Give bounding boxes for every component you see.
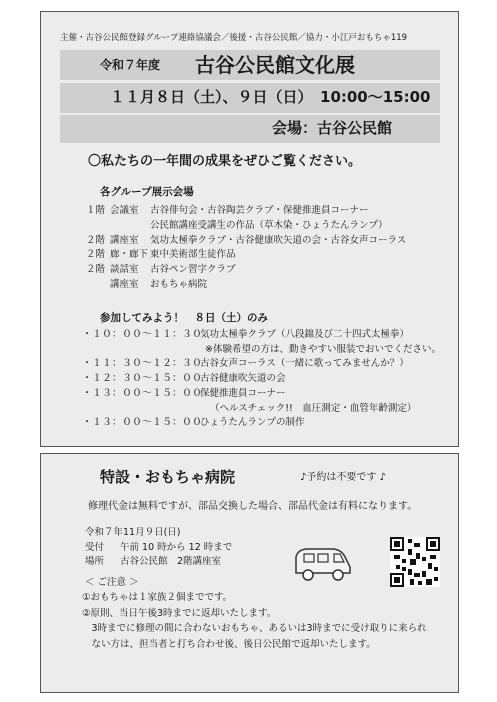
caution-item: ①おもちゃは１家族２個までです。 (82, 592, 233, 603)
no-reservation-note: ♪予約は不要です ♪ (300, 472, 386, 483)
exhibit-room: 廊・廊下 (110, 249, 149, 261)
participation-desc: 気功太極拳クラブ（八段錦及び二十四式太極拳） (200, 329, 410, 340)
exhibit-groups: 東中美術部生徒作品 (150, 249, 236, 261)
caution-item: ない方は、担当者と打ち合わせ後、後日公民館で返却いたします。 (82, 638, 376, 650)
exhibit-floor: ２階 (86, 264, 106, 276)
event-date: 令和７年11月９日(日) (85, 527, 181, 538)
exhibit-room: 講座室 (110, 279, 139, 290)
participation-desc: ※体験希望の方は、動きやすい服装でおいでください。 (205, 343, 441, 355)
page-title: 古谷公民館文化展 (195, 53, 355, 77)
fee-note: 修理代金は無料ですが、部品交換した場合、部品代金は有料になります。 (88, 501, 418, 512)
intro-line: 〇私たちの一年間の成果をぜひご覧ください。 (88, 154, 362, 169)
exhibit-room: 講座室 (110, 234, 139, 246)
caution-heading: ＜ ご注意 ＞ (85, 577, 139, 588)
venue-label: 会場：古谷公民館 (272, 119, 393, 137)
sponsors-line: 主催・古谷公民館登録グループ連絡協議会／後援・古谷公民館／協力・小江戸おもちゃ119 (60, 33, 408, 43)
place-label: 場所 (85, 556, 105, 567)
participation-desc: ひょうたんランプの制作 (200, 417, 305, 429)
participation-time: ・１１：３０〜１２：３０ (82, 358, 202, 370)
era-label: 令和７年度 (100, 58, 161, 72)
participation-time: ・１３：００〜１５：００ (82, 417, 202, 429)
exhibit-floor: ２階 (86, 234, 106, 246)
date-line: １１月８日（土）、９日（日） 10:00〜15:00 (110, 88, 431, 106)
hospital-title: 特設・おもちゃ病院 (100, 468, 236, 486)
exhibits-heading: 各グループ展示会場 (100, 186, 194, 198)
participation-desc: 古谷女声コーラス（一緒に歌ってみませんか？） (200, 358, 409, 370)
exhibit-room: 会議室 (110, 205, 139, 216)
participation-time: ・１０：００〜１１：３０ (82, 329, 202, 340)
exhibit-groups: 気功太極拳クラブ・古谷健康吹矢道の会・古谷女声コーラス (150, 234, 407, 246)
reception-label: 受付 (85, 542, 105, 553)
reception-value: 午前 10 時から 12 時まで (120, 542, 233, 553)
ambulance-icon (292, 543, 354, 583)
participation-desc: 古谷健康吹矢道の会 (200, 373, 286, 385)
exhibit-floor: １階 (86, 205, 106, 216)
participation-desc: （ヘルスチェック!! 血圧測定・血管年齢測定） (210, 402, 417, 414)
exhibit-room: 談話室 (110, 264, 139, 276)
participation-time: ・１３：００〜１５：００ (82, 387, 202, 399)
exhibit-groups: おもちゃ病院 (150, 279, 208, 290)
caution-item: 3時までに修理の間に合わないおもちゃ、あるいは3時までに受け取りに来られ (82, 623, 427, 634)
participation-desc: 保健推進員コーナー (200, 387, 286, 399)
caution-item: ②原則、当日午後3時までに返却いたします。 (82, 607, 277, 619)
qr-code-icon (390, 537, 440, 587)
exhibit-groups: 公民館講座受講生の作品（草木染・ひょうたんランプ） (150, 219, 388, 231)
participation-time: ・１２：３０〜１５：００ (82, 373, 202, 385)
participation-heading: 参加してみよう！ ８日（土）のみ (100, 312, 268, 324)
exhibit-groups: 古谷俳句会・古谷陶芸クラブ・保健推進員コーナー (150, 205, 369, 216)
place-value: 古谷公民館 2階講座室 (120, 556, 222, 567)
exhibit-floor: ２階 (86, 249, 106, 261)
exhibit-groups: 古谷ペン習字クラブ (150, 264, 236, 276)
